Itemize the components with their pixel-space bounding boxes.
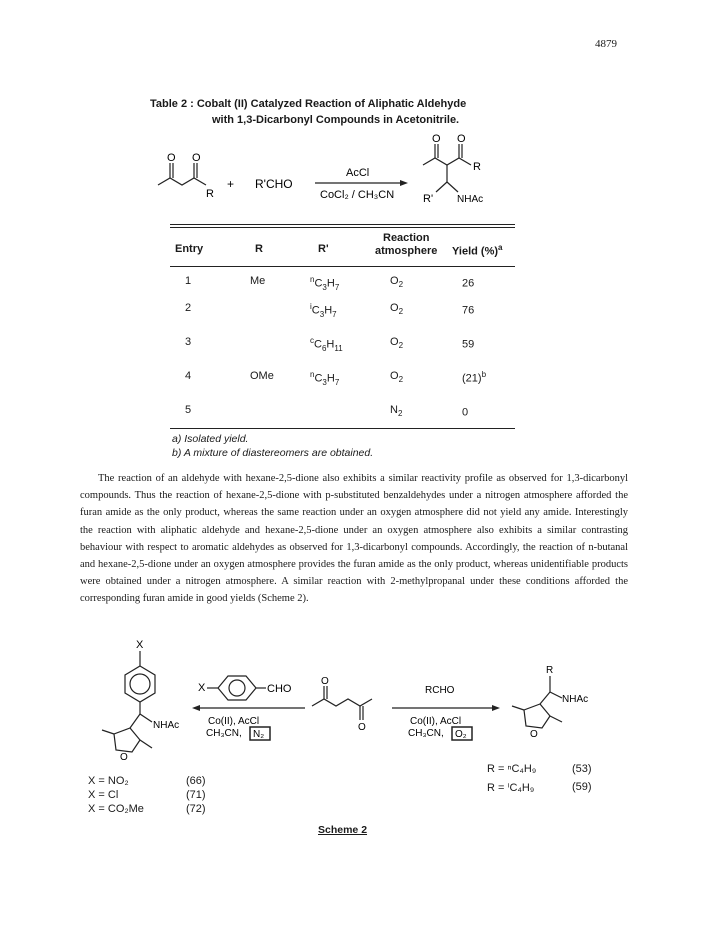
header-r-prime: R' [318, 243, 329, 255]
dicarbonyl-structure [158, 163, 206, 185]
scheme2-diagram [80, 636, 640, 821]
right-furan-o: O [530, 729, 538, 740]
body-paragraph: The reaction of an aldehyde with hexane-2,5-dione also exhibits a similar reactivity profile as observed for 1,3-dicarbonyl compounds. Thus the reaction of hexane-2,5-dione with p-substituted benzaldehydes under a nitrogen atmosphere afforded the furan amide as the only product, whereas the same reaction under an oxygen atmosphere did not yield any amide. Interestingly the reaction with aliphatic aldehyde and hexane-2,5-dione under an oxygen atmosphere also exhibits a similar contrasting behaviour with respect to aromatic aldehydes as observed for 1,3-dicarbonyl compounds. Accordingly, the reaction of n-butanal and hexane-2,5-dione under an oxygen atmosphere provides the furan amide as the only product, whereas unidentifiable products were obtained under a nitrogen atmosphere. A similar reaction with 2-methylpropanal under these conditions afforded the corresponding furan amide in good yields (Scheme 2). [80, 473, 628, 605]
right-conditions-1: Co(II), AcCl [410, 716, 462, 727]
right-result-label: R = ⁿC₄H₉ [487, 763, 537, 775]
table-bottom-rule [170, 428, 515, 429]
row-atmosphere: $O_2$ [390, 370, 404, 385]
right-atmosphere: O₂ [455, 729, 467, 740]
page-number: 4879 [595, 38, 617, 50]
left-result-label: X = CO₂Me [88, 803, 144, 815]
dione-o1: O [321, 676, 329, 687]
row-atmosphere: $N_2$ [390, 404, 403, 419]
right-nhac: NHAc [562, 694, 589, 705]
right-result-yield: (59) [572, 781, 592, 793]
row-entry: 1 [185, 275, 192, 287]
header-yield: Yield (%)$^a$ [452, 243, 503, 258]
table-title-line2: with 1,3-Dicarbonyl Compounds in Acetonitrile. [212, 114, 460, 126]
header-atmosphere-1: Reaction [383, 232, 430, 244]
benzaldehyde-structure [207, 676, 266, 700]
dicarbonyl-o1: O [167, 152, 176, 164]
aldehyde-reagent: R'CHO [255, 177, 293, 191]
hexanedione-structure [312, 686, 372, 720]
x-reagent-label: X [198, 682, 206, 694]
table-top-rule [170, 224, 515, 225]
product-structure [423, 144, 471, 192]
x-substituent-label: X [136, 639, 144, 651]
table-header-rule [170, 266, 515, 267]
dicarbonyl-o2: O [192, 152, 201, 164]
plus-sign: + [227, 177, 235, 191]
right-product-structure [512, 676, 562, 728]
row-r-prime: $^nC_3H_7$ [310, 275, 340, 292]
row-entry: 5 [185, 404, 192, 416]
product-r-prime: R' [423, 193, 434, 205]
left-product-structure [102, 651, 155, 752]
row-yield: $(21)^b$ [462, 370, 487, 385]
row-r-prime: $^cC_6H_{11}$ [310, 336, 343, 353]
arrow-reagent-above: AcCl [346, 167, 370, 179]
product-r: R [473, 161, 481, 173]
right-conditions-2: CH₃CN, [408, 728, 444, 739]
row-entry: 4 [185, 370, 192, 382]
footnote-a: a) Isolated yield. [172, 433, 249, 445]
row-atmosphere: $O_2$ [390, 336, 404, 351]
left-atmosphere: N₂ [253, 729, 265, 740]
right-arrowhead [492, 705, 500, 711]
left-result-label: X = NO₂ [88, 775, 129, 787]
row-yield: 59 [462, 338, 475, 351]
row-entry: 2 [185, 302, 192, 314]
left-arrowhead [192, 705, 200, 711]
reaction-arrowhead [400, 180, 408, 186]
row-entry: 3 [185, 336, 192, 348]
row-yield: 76 [462, 304, 475, 317]
row-r-prime: $^nC_3H_7$ [310, 370, 340, 387]
row-atmosphere: $O_2$ [390, 302, 404, 317]
right-result-yield: (53) [572, 763, 592, 775]
row-r: OMe [250, 370, 274, 382]
r-substituent-label: R [546, 665, 554, 676]
arrow-reagent-below: CoCl₂ / CH₃CN [320, 189, 395, 201]
row-yield: 26 [462, 277, 475, 290]
left-result-label: X = Cl [88, 789, 119, 801]
row-atmosphere: $O_2$ [390, 275, 404, 290]
left-furan-o: O [120, 752, 128, 763]
header-entry: Entry [175, 243, 204, 255]
dione-o2: O [358, 722, 366, 733]
row-r-prime: $^iC_3H_7$ [310, 302, 337, 319]
right-result-label: R = ⁱC₄H₉ [487, 782, 535, 794]
table-title-line1: Table 2 : Cobalt (II) Catalyzed Reaction of Aliphatic Aldehyde [150, 98, 467, 110]
header-atmosphere-2: atmosphere [375, 245, 438, 257]
left-conditions-2: CH₃CN, [206, 728, 242, 739]
header-r: R [255, 243, 263, 255]
product-o2: O [457, 133, 466, 145]
row-yield: 0 [462, 406, 469, 419]
left-conditions-1: Co(II), AcCl [208, 716, 260, 727]
dicarbonyl-r: R [206, 188, 214, 200]
product-nhac: NHAc [457, 194, 484, 205]
table-title [150, 96, 560, 128]
product-o1: O [432, 133, 441, 145]
row-r: Me [250, 275, 266, 287]
scheme2-title: Scheme 2 [318, 824, 368, 836]
table-reaction-scheme [140, 130, 540, 210]
left-result-yield: (71) [186, 789, 206, 801]
left-result-yield: (66) [186, 775, 206, 787]
rcho-label: RCHO [425, 685, 455, 696]
cho-label: CHO [267, 683, 292, 695]
left-nhac: NHAc [153, 720, 180, 731]
table-top-rule-2 [170, 227, 515, 228]
left-result-yield: (72) [186, 803, 206, 815]
footnote-b: b) A mixture of diastereomers are obtained. [172, 447, 374, 459]
